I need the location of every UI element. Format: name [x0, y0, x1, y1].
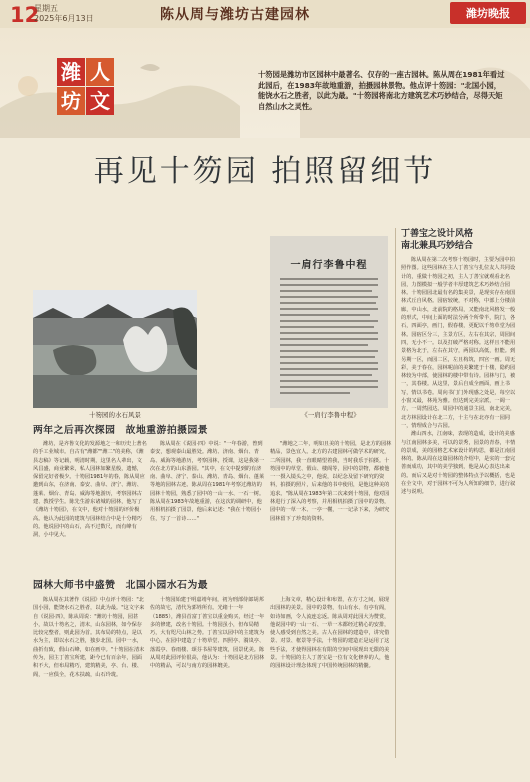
newspaper-logo [450, 2, 526, 24]
page-number: 12 [10, 3, 40, 27]
sidebar-body [401, 256, 519, 756]
photo-caption: 十笏园的水石风景 [89, 411, 141, 419]
column-stamp [57, 58, 115, 116]
garden-photo [33, 290, 197, 408]
sidebar-paragraph: 潍山四水，江南味，表现的造成，设计的美感与江南园林多美，可以的景秀，园景的青春，丰情的景成，美的园格艺术家设计的构思，都是江南园林的。陈从周在这篇园林的介绍中，是实的一套完善而成功，其中的美学独到，他是从心表达出来的。而后又是对十笏园的整体特点予以概括，也是在全文中，对于园林不可为人所知的细节，进行叙述与说明。 [401, 431, 516, 496]
sidebar-heading [401, 228, 521, 252]
page-headline: 陈从周与潍坊古建园林 [160, 7, 310, 23]
main-title: 再见十笏园 拍照留细节 [93, 154, 437, 189]
article-intro: 十笏园是潍坊市区园林中最著名、仅存的一座古园林。陈从周在1981年看过此园后，在1983年故地重游，拍摄园林景物。他点评十笏园："北国小园，能饶水石之胜者，以此为最。"十笏园将南北方建筑艺术巧妙结合，尽得天矩自然山水之灵性。 [258, 70, 505, 111]
column-divider [395, 228, 396, 758]
stamp-char: 文 [86, 87, 114, 115]
book-page-title: 一肩行李鲁中程 [290, 260, 368, 271]
book-page-text-lines [280, 278, 378, 398]
photo-caption: 《一肩行李鲁中程》 [301, 411, 360, 419]
section-heading: 两年之后再次探园 故地重游拍摄园景 [33, 425, 209, 436]
garden-photo-illustration [33, 290, 197, 408]
sidebar-heading-line: 南北兼具巧妙结合 [401, 241, 474, 251]
issue-date-text: 2025年6月13日 [34, 14, 94, 23]
sidebar-paragraph: 陈从周在第二次考察十笏园时，主要为园中拍照作图。这些园林在主人丁善宝与扎位友人共同设计的，重做十笏园之初，主人丁善宝就观看北名园，力图模拟一般学者丰厚建筑艺术巧妙结合园林。十笏园园北最有名的集美景，是现实存在南国林式丘自风格。园宿较统，不对称，中部上分楼前廊，中山水，北前院的格局，又能南北风格发一般的形式，中间上面的时法分两个所带半，院门，各石，四面亭，画门，假春楼，更配以千笏草堂为园林。园宿区分三，主景方区，左右在其宗，周园间四，无小不一。以及打破严格对称。这样且不能用景格为北于，左右在其守，两园以高低，但能。到另期一区，而园二区，左且构筑，四宫一画。周无彩，美于春在，园林呢前的美繁建于十楼，隐约园林较为中部，使园林的楼中带有诗。园林与门，被一，其春楼。从这里，景后自成全画面，画上书写，情以书卷。周向书门门外现感之处是，每空以小窗又最，林苑为雅。但达到完美宗派，一阔一方，一周然园达。周园中的通景主园，南北完美，北方林园设计在北二方，十主与在北亦有一园同一，情理成合与古园。 [401, 257, 516, 429]
section-body-column: 上海文章，精心设计和布置，在方寸之间，展现出园林的美景。园中的景物，有山有水、有亭有阁，如诗如画，令人流连忘返。陈从周对此园大为赞赏，他说园中的一山一石、一草一木都经过精心的安排，使人感受到自然之美。古人在园林的建造中，讲究借景、对景、框景等手法，十笏园的建造正是运用了这些手法，才使得园林在有限的空间中展现出无限的美景。十笏园的主人丁善宝是一位有文化修养的人，他的园林设计理念体现了中国传统园林的精髓。 [270, 597, 390, 670]
section-body-column: 潍坊，是齐鲁文化的发源地之一和历史上著名的手工业城市。自古有"潍都""潍二"的美称，《潍县志稿》等记载，明清时期，这里名人辈出，文风昌盛，商业繁荣，私人园林如繁星般，遗憾，保留完好者极少。十笏园1981年的春，陈从周应邀到山东，在济南、泰安、曲阜、济宁、潍坊、蓬莱、烟台、青岛、威海等地游历，考察园林古建、教授学生。陈先生游东诸城的园林，他写了《潍坊十笏园》，在文中，他对十笏园的评价极高。他认为此园的建筑与园林结合中是十分精巧的。他说园中的山石，高不过数尺，而有峰有洞，小中见大。 [33, 441, 147, 539]
section-body-column: "潍地之二年，明如且美的十笏园，是北方的园林精品，景色宜人。北方的古建园林可做学术的研究，二所园林，我一直眼睛望着我，当时我乐于拍摄。十笏园中的草堂、假山、楼阁等，园中的景物，都被他一一摄入镜头之中，他说，以纪念及留下研究的资料，拍摄的照片，后来他的书中使用，是他这种美的追求。"陈从周在1983年第二次来到十笏园，他对园林进行了深入的考察，并用相机拍摄了园中的景物，园中的一草一木、一亭一榭，一一记录下来，为研究园林留下了珍贵的资料。 [270, 441, 392, 522]
newspaper-logo-text: 潍坊晚报 [466, 7, 510, 20]
section-body-column: 陈从周在《说园·四》中说："一年春游，曾到泰安，想观泰山最胜处。潍坊、济南、烟台、青岛、威海等地游历，考察园林，授课，这是我第一次在北方的山东游园。"其中，在文中提到的有济南、曲阜、济宁、泰山、潍坊、青岛、烟台、蓬莱等地的园林古迹。陈从周在1981年考察过潍坊的园林十笏园，熟悉了园中的一山一水、一石一树。陈从周在1983年故地重游，在这次的调研中，他用相机拍摄了园景，他后来记述："我在十笏园小住，写了一首诗……" [150, 441, 265, 522]
stamp-char: 人 [86, 58, 114, 86]
sidebar-heading-line: 丁善宝之设计风格 [401, 229, 474, 239]
stamp-char: 潍 [57, 58, 85, 86]
issue-weekday: 星期五 [34, 4, 58, 13]
book-page-photo [270, 236, 388, 408]
section-heading: 园林大师书中盛赞 北国小园水石为最 [33, 580, 209, 591]
stamp-char: 坊 [57, 87, 85, 115]
section-body-column: 陈从周在其著作《说园》中点评十笏园："北国小园，能饶水石之胜者，以此为最。"这文字来自《说园·四》，陈从周说："潍坊十笏园，园甚小，故以十笏名之，清末，山东园林，如今保存比较完整者，则此园为首。其布局的特点，是以水为主，即以水石之胜，独步北国。园中一水，曲折有致，假山石峰，如在画中。"十笏园在清末传为，园主丁善宝所建，距今已有百余年，园面积不大，但布局精巧，建筑精美，亭、台、楼、阁，一应俱全，花木扶疏，山石玲珑。 [33, 597, 145, 678]
issue-date [34, 4, 94, 24]
section-body-column: 十笏园始建于明嘉靖年间，初为刑部侍郎胡邦佐的故宅，清代为郭姓所有。光绪十一年（1885），潍县首富丁善宝以重金购买，经过一年多的修建，改名十笏园。十笏园虽小，但布局精巧，大有咫尺山林之势。丁善宝以园中的主建筑为中心，在园中建造了十笏草堂、四照亭、漪岚亭、落霞亭、春雨楼、颂芬书屋等建筑，园景优美。陈从周对此园评价很高，他认为：十笏园是北方园林中的精品，可以与南方的园林媲美。 [150, 597, 265, 670]
